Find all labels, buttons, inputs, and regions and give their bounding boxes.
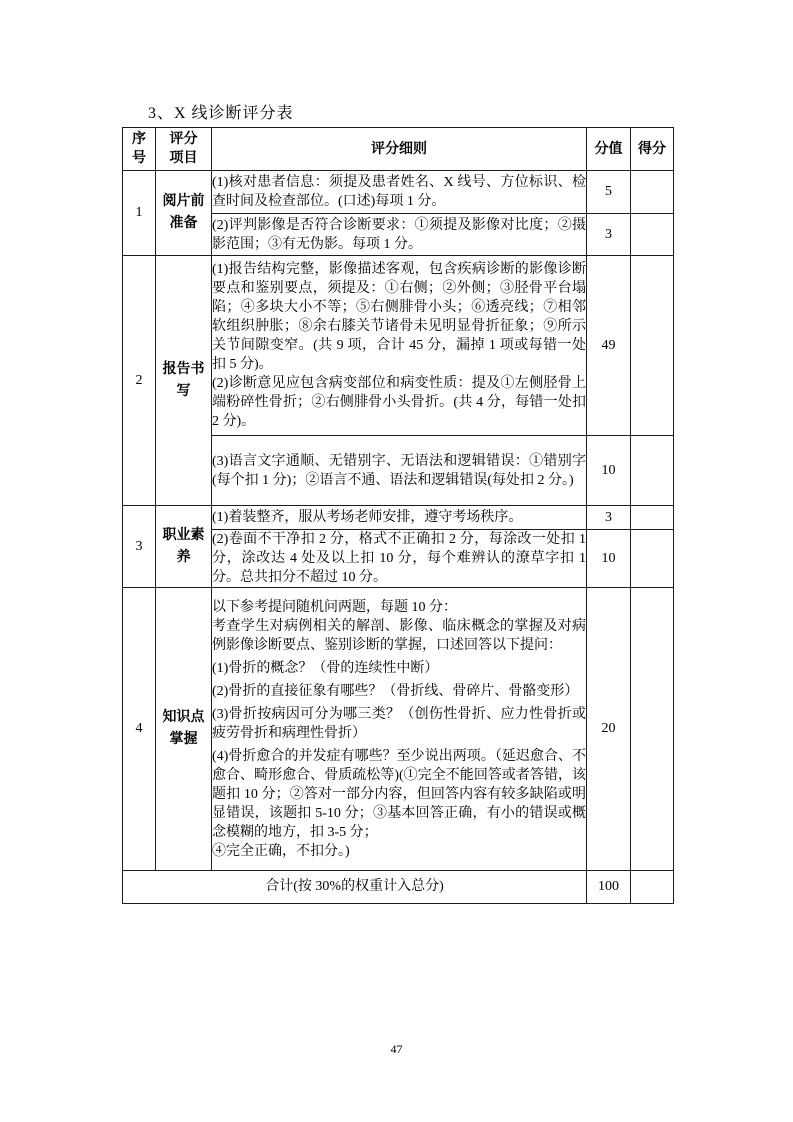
detail-cell-1-1 xyxy=(212,171,587,214)
score-cell-1-1 xyxy=(631,171,674,214)
detail-paragraph: (4)骨折愈合的并发症有哪些？至少说出两项。（延迟愈合、不愈合、畸形愈合、骨质疏松等)(①完全不能回答或者答错，该题扣 10 分；②答对一部分内容，但回答内容有较多缺陷或明显错误，该题扣 5-10 分；③基本回答正确，有小的错误或概念模糊的地方，扣 3-5 分； xyxy=(212,748,586,840)
detail-paragraph: (1)着装整齐，服从考场老师安排，遵守考场秩序。 xyxy=(212,510,523,525)
seq-cell-3: 3 xyxy=(123,506,156,588)
points-cell-3-2: 10 xyxy=(587,530,631,588)
detail-paragraph: (1)报告结构完整，影像描述客观，包含疾病诊断的影像诊断要点和鉴别要点，须提及：①右侧；②外侧；③胫骨平台塌陷；④多块大小不等；⑤右侧腓骨小头；⑥透亮线；⑦相邻软组织肿胀；⑧余右膝关节诸骨未见明显骨折征象；⑨所示关节间隙变窄。(共 9 项，合计 45 分，漏掉 1 项或每错一处扣 5 分)。 xyxy=(212,262,586,372)
header-cell-no: 序号 xyxy=(123,128,156,171)
table-row xyxy=(123,506,674,530)
points-cell-1-1: 5 xyxy=(587,171,631,214)
detail-paragraph: (2)诊断意见应包含病变部位和病变性质：提及①左侧胫骨上端粉碎性骨折；②右侧腓骨小头骨折。(共 4 分，每错一处扣 2 分)。 xyxy=(212,376,586,429)
total-score-cell xyxy=(631,871,674,904)
page-number: 47 xyxy=(390,1042,403,1056)
score-cell-2-1 xyxy=(631,256,674,436)
table-row xyxy=(123,256,674,436)
score-cell-3-1 xyxy=(631,506,674,530)
detail-paragraph: (2)评判影像是否符合诊断要求：①须提及影像对比度；②摄影范围；③有无伪影。每项 1 分。 xyxy=(212,217,586,252)
table-row xyxy=(123,171,674,214)
table-total-row xyxy=(123,871,674,904)
item-cell-3: 职业素养 xyxy=(156,506,212,588)
item-cell-4: 知识点掌握 xyxy=(156,588,212,871)
score-cell-1-2 xyxy=(631,214,674,256)
detail-paragraph: (1)核对患者信息：须提及患者姓名、X 线号、方位标识、检查时间及检查部位。(口述)每项 1 分。 xyxy=(212,175,586,209)
scoring-table xyxy=(122,127,674,904)
score-cell-2-2 xyxy=(631,436,674,506)
item-cell-1: 阅片前准备 xyxy=(156,171,212,256)
detail-paragraph: (2)骨折的直接征象有哪些？（骨折线、骨碎片、骨骼变形） xyxy=(212,683,579,699)
points-cell-3-1: 3 xyxy=(587,506,631,530)
detail-paragraph: 以下参考提问随机问两题，每题 10 分： xyxy=(212,599,457,615)
seq-cell-4: 4 xyxy=(123,588,156,871)
detail-paragraph: (3)语言文字通顺、无错别字、无语法和逻辑错误：①错别字(每个扣 1 分)；②语言不通、语法和逻辑错误(每处扣 2 分。) xyxy=(212,453,586,488)
detail-paragraph: (2)卷面不干净扣 2 分，格式不正确扣 2 分，每涂改一处扣 1 分，涂改达 4 处及以上扣 10 分，每个难辨认的潦草字扣 1 分。总共扣分不超过 10 分。 xyxy=(212,532,586,585)
score-cell-4 xyxy=(631,588,674,871)
detail-cell-4 xyxy=(212,588,587,871)
header-cell-detail: 评分细则 xyxy=(212,128,587,171)
detail-paragraph: 考查学生对病例相关的解剖、影像、临床概念的掌握及对病例影像诊断要点、鉴别诊断的掌握，口述回答以下提问： xyxy=(212,618,586,653)
detail-cell-3-1 xyxy=(212,506,587,530)
header-cell-score: 得分 xyxy=(631,128,674,171)
page-title: 3、X 线诊断评分表 xyxy=(148,105,294,122)
seq-cell-1: 1 xyxy=(123,171,156,256)
table-header-row xyxy=(123,128,674,171)
seq-cell-2: 2 xyxy=(123,256,156,506)
detail-cell-3-2 xyxy=(212,530,587,588)
item-cell-2: 报告书写 xyxy=(156,256,212,506)
table-row xyxy=(123,588,674,871)
header-cell-points: 分值 xyxy=(587,128,631,171)
detail-paragraph: (3)骨折按病因可分为哪三类？（创伤性骨折、应力性骨折或疲劳骨折和病理性骨折） xyxy=(212,706,586,741)
header-cell-item: 评分项目 xyxy=(156,128,212,171)
score-cell-3-2 xyxy=(631,530,674,588)
detail-paragraph: (1)骨折的概念？（骨的连续性中断） xyxy=(212,660,439,676)
points-cell-1-2: 3 xyxy=(587,214,631,256)
points-cell-4: 20 xyxy=(587,588,631,871)
detail-paragraph: ④完全正确，不扣分。) xyxy=(212,843,350,859)
total-label-cell: 合计(按 30%的权重计入总分) xyxy=(123,871,587,904)
detail-cell-2-1 xyxy=(212,256,587,436)
total-points-cell: 100 xyxy=(587,871,631,904)
points-cell-2-1: 49 xyxy=(587,256,631,436)
detail-cell-1-2 xyxy=(212,214,587,256)
detail-cell-2-2 xyxy=(212,436,587,506)
points-cell-2-2: 10 xyxy=(587,436,631,506)
